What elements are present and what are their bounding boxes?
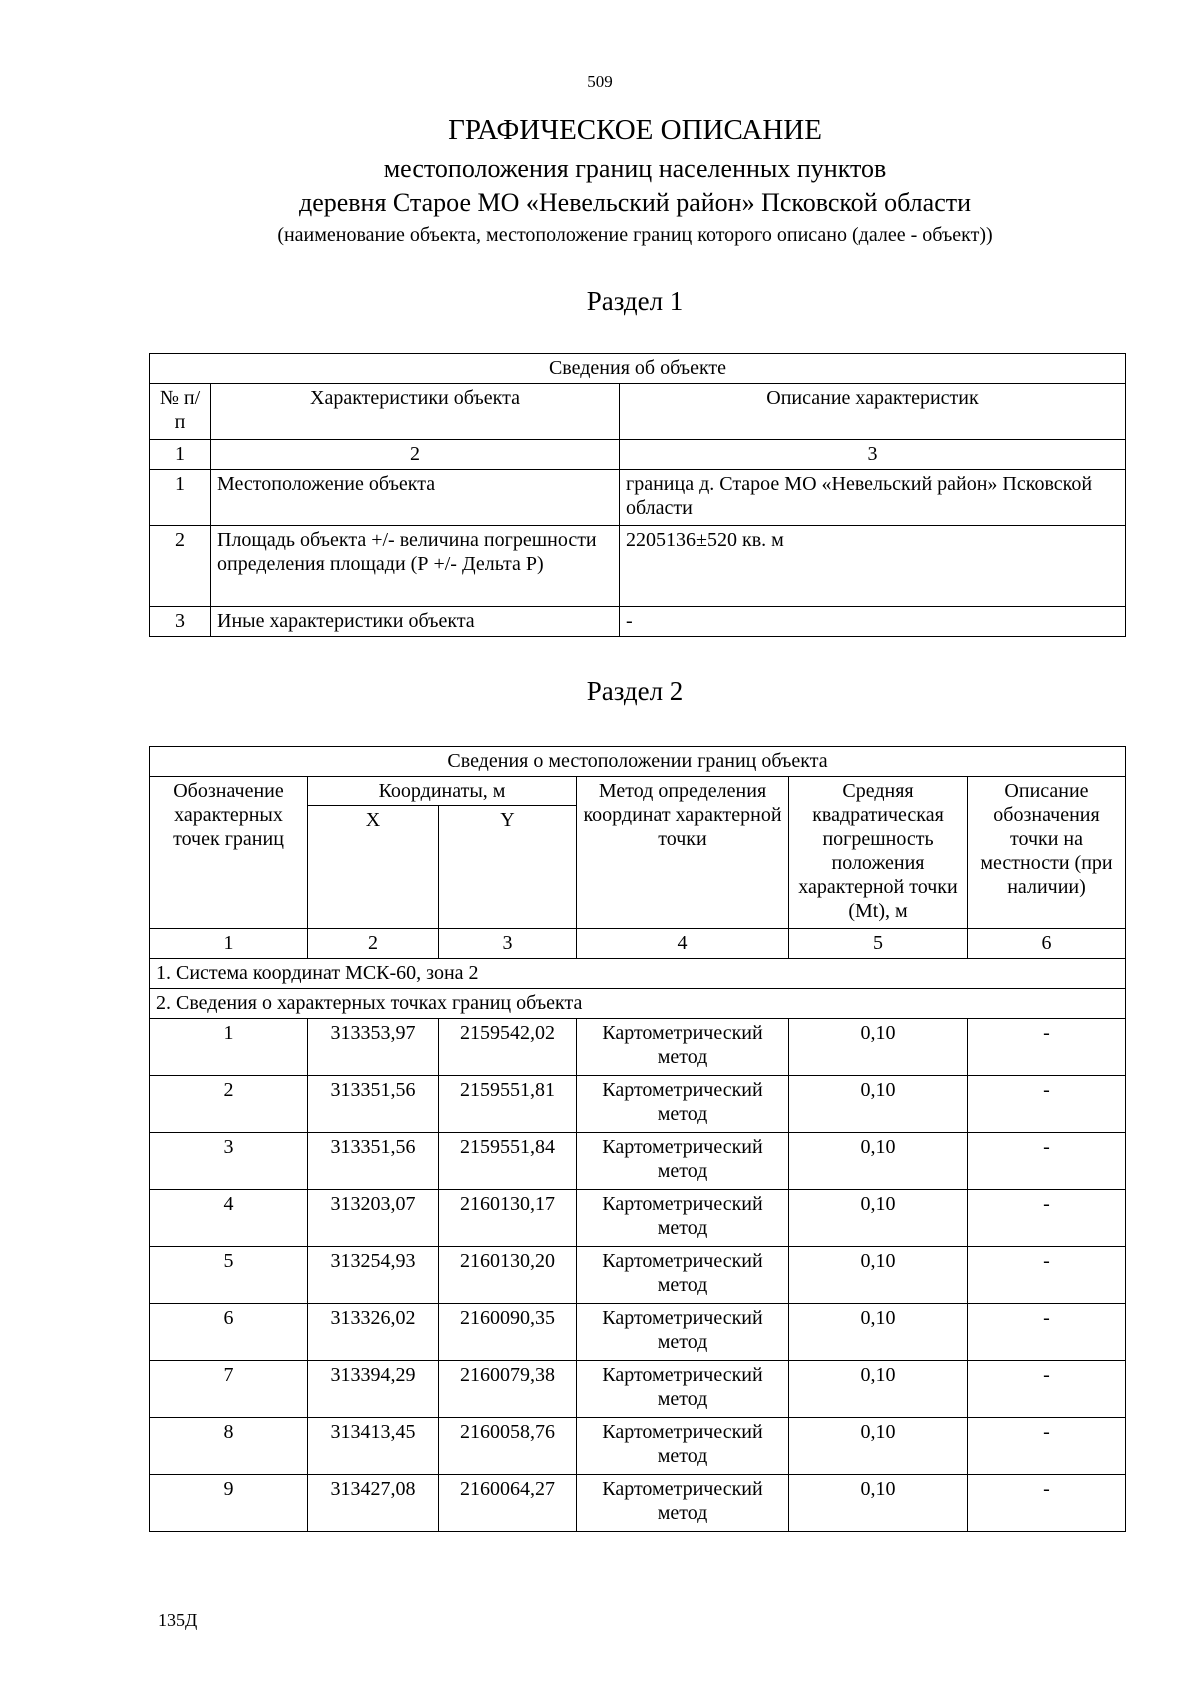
row-description: граница д. Старое МО «Невельский район» Псковской области <box>620 470 1126 526</box>
table-row <box>150 1304 1126 1361</box>
header-num: № п/п <box>150 384 211 440</box>
point-id: 4 <box>150 1190 308 1247</box>
table-row <box>150 526 1126 607</box>
point-id: 3 <box>150 1133 308 1190</box>
index-cell: 4 <box>577 929 789 959</box>
point-x: 313413,45 <box>308 1418 439 1475</box>
object-name-caption: (наименование объекта, местоположение границ которого описано (далее - объект)) <box>277 224 993 246</box>
table-row <box>150 1361 1126 1418</box>
point-x: 313427,08 <box>308 1475 439 1532</box>
point-description: - <box>968 1076 1126 1133</box>
table-row <box>150 1076 1126 1133</box>
point-method: Картометрический метод <box>577 1133 789 1190</box>
coordinate-system-row: 1. Система координат МСК-60, зона 2 <box>150 959 1126 989</box>
header-coords: Координаты, м <box>308 777 577 806</box>
point-description: - <box>968 1133 1126 1190</box>
table-row <box>150 1418 1126 1475</box>
point-description: - <box>968 1304 1126 1361</box>
point-error: 0,10 <box>789 1076 968 1133</box>
document-title: ГРАФИЧЕСКОЕ ОПИСАНИЕ <box>448 114 822 146</box>
point-method: Картометрический метод <box>577 1361 789 1418</box>
point-y: 2160130,17 <box>439 1190 577 1247</box>
table-row <box>150 1247 1126 1304</box>
point-method: Картометрический метод <box>577 1475 789 1532</box>
point-x: 313353,97 <box>308 1019 439 1076</box>
row-num: 3 <box>150 607 211 637</box>
point-error: 0,10 <box>789 1418 968 1475</box>
point-description: - <box>968 1361 1126 1418</box>
row-characteristic: Иные характеристики объекта <box>211 607 620 637</box>
point-id: 6 <box>150 1304 308 1361</box>
point-y: 2160058,76 <box>439 1418 577 1475</box>
points-info-row: 2. Сведения о характерных точках границ объекта <box>150 989 1126 1019</box>
table-title: Сведения о местоположении границ объекта <box>150 747 1126 777</box>
point-x: 313351,56 <box>308 1133 439 1190</box>
point-x: 313254,93 <box>308 1247 439 1304</box>
point-id: 9 <box>150 1475 308 1532</box>
row-num: 2 <box>150 526 211 607</box>
point-id: 8 <box>150 1418 308 1475</box>
point-description: - <box>968 1019 1126 1076</box>
point-error: 0,10 <box>789 1304 968 1361</box>
row-description: 2205136±520 кв. м <box>620 526 1126 607</box>
document-subtitle: местоположения границ населенных пунктов <box>383 154 887 183</box>
table-row <box>150 607 1126 637</box>
section2-heading: Раздел 2 <box>586 676 684 706</box>
header-error: Средняя квадратическая погрешность положения характерной точки (Mt), м <box>789 777 968 929</box>
point-method: Картометрический метод <box>577 1247 789 1304</box>
point-y: 2160130,20 <box>439 1247 577 1304</box>
point-y: 2160064,27 <box>439 1475 577 1532</box>
index-cell: 1 <box>150 440 211 470</box>
point-id: 2 <box>150 1076 308 1133</box>
point-error: 0,10 <box>789 1361 968 1418</box>
section1-heading: Раздел 1 <box>586 286 684 316</box>
boundary-points-table <box>149 746 1126 1532</box>
point-y: 2159542,02 <box>439 1019 577 1076</box>
point-method: Картометрический метод <box>577 1304 789 1361</box>
point-y: 2160079,38 <box>439 1361 577 1418</box>
object-info-table <box>149 353 1126 637</box>
row-characteristic: Площадь объекта +/- величина погрешности определения площади (Р +/- Дельта Р) <box>211 526 620 607</box>
point-x: 313203,07 <box>308 1190 439 1247</box>
point-id: 5 <box>150 1247 308 1304</box>
header-description: Описание характеристик <box>620 384 1126 440</box>
index-cell: 2 <box>308 929 439 959</box>
point-description: - <box>968 1190 1126 1247</box>
table-row <box>150 1133 1126 1190</box>
table-row <box>150 1019 1126 1076</box>
point-x: 313326,02 <box>308 1304 439 1361</box>
index-cell: 5 <box>789 929 968 959</box>
point-y: 2159551,84 <box>439 1133 577 1190</box>
index-cell: 3 <box>620 440 1126 470</box>
table-row <box>150 470 1126 526</box>
point-y: 2159551,81 <box>439 1076 577 1133</box>
row-num: 1 <box>150 470 211 526</box>
header-method: Метод определения координат характерной точки <box>577 777 789 929</box>
point-method: Картометрический метод <box>577 1418 789 1475</box>
table-row <box>150 1475 1126 1532</box>
point-error: 0,10 <box>789 1247 968 1304</box>
index-cell: 6 <box>968 929 1126 959</box>
header-description: Описание обозначения точки на местности (при наличии) <box>968 777 1126 929</box>
header-characteristic: Характеристики объекта <box>211 384 620 440</box>
table-row <box>150 1190 1126 1247</box>
header-y: Y <box>439 806 577 929</box>
index-cell: 2 <box>211 440 620 470</box>
index-cell: 3 <box>439 929 577 959</box>
point-error: 0,10 <box>789 1133 968 1190</box>
point-error: 0,10 <box>789 1475 968 1532</box>
row-characteristic: Местоположение объекта <box>211 470 620 526</box>
header-x: X <box>308 806 439 929</box>
index-cell: 1 <box>150 929 308 959</box>
point-method: Картометрический метод <box>577 1019 789 1076</box>
point-x: 313351,56 <box>308 1076 439 1133</box>
point-description: - <box>968 1475 1126 1532</box>
point-id: 7 <box>150 1361 308 1418</box>
point-y: 2160090,35 <box>439 1304 577 1361</box>
table-title: Сведения об объекте <box>150 354 1126 384</box>
header-point: Обозначение характерных точек границ <box>150 777 308 929</box>
point-id: 1 <box>150 1019 308 1076</box>
point-error: 0,10 <box>789 1190 968 1247</box>
point-method: Картометрический метод <box>577 1190 789 1247</box>
point-description: - <box>968 1247 1126 1304</box>
object-name: деревня Старое МО «Невельский район» Псковской области <box>298 188 972 217</box>
point-error: 0,10 <box>789 1019 968 1076</box>
row-description: - <box>620 607 1126 637</box>
footer-code: 135Д <box>158 1610 198 1630</box>
point-x: 313394,29 <box>308 1361 439 1418</box>
point-method: Картометрический метод <box>577 1076 789 1133</box>
point-description: - <box>968 1418 1126 1475</box>
page-number: 509 <box>587 72 613 91</box>
